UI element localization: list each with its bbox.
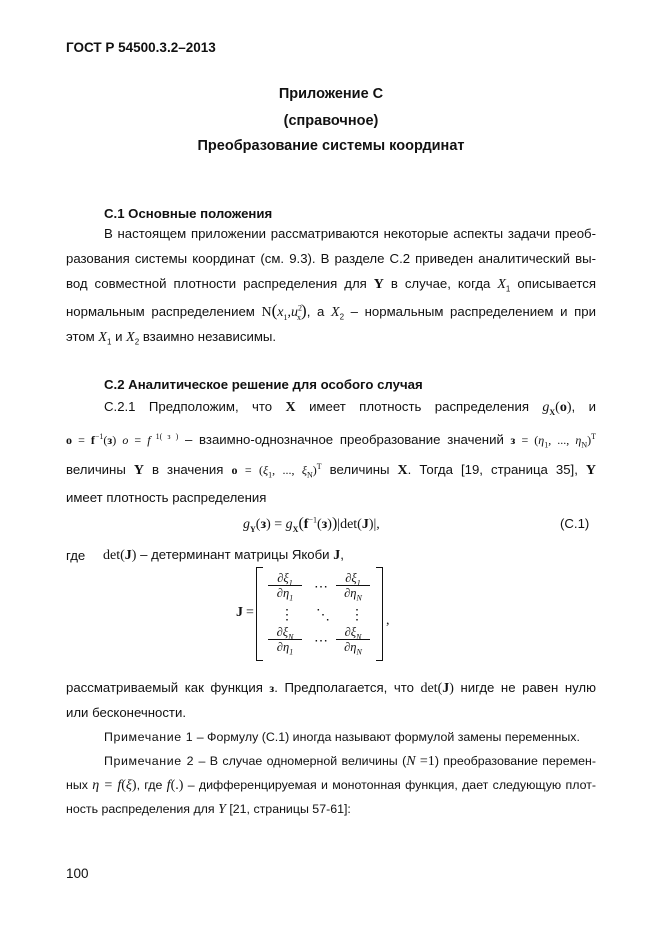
- s2-line-1: С.2.1 Предположим, что X имеет плотность распределения $g_X(o)$, и: [104, 399, 596, 417]
- page-number: 100: [66, 866, 89, 881]
- appendix-kind: (справочное): [283, 113, 379, 129]
- after-matrix-line-1: рассматриваемый как функция з. Предполагается, что det(J) нигде не равен нулю: [66, 680, 596, 696]
- note-1: Примечание 1 – Формулу (С.1) иногда называют формулой замены переменных.: [104, 730, 580, 744]
- where-label: где: [66, 548, 86, 563]
- s2-line-3: величины Y в значения $o = (\xi_1$, ..., $\xi_N)^T$ величины X. Тогда [19, страница 35], Y: [66, 462, 597, 480]
- after-matrix-line-2: или бесконечности.: [66, 705, 187, 720]
- det-description: det(J) – детерминант матрицы Якоби J,: [103, 547, 344, 563]
- s1-line-3: вод совместной плотности распределения для Y в случае, когда $X_1$ описывается: [66, 276, 596, 294]
- s1-line-1: В настоящем приложении рассматриваются некоторые аспекты задачи преоб-: [104, 226, 596, 241]
- s2-line-2: $o = f^{-1}(з) o = f$ $^{1( з )}$ – взаимно-однозначное преобразование значений $з = (\eta_1$, ..., $\eta_N)^T$: [66, 432, 596, 450]
- s1-line-5: этом $X_1$ и $X_2$ взаимно независимы.: [66, 329, 277, 347]
- section-1-heading: С.1 Основные положения: [104, 206, 273, 221]
- note-2-line-1: Примечание 2 – В случае одномерной величины (N =1) преобразование перемен-: [104, 754, 596, 769]
- s1-line-4: нормальным распределением $N(x_1,u^2_x)$, а $X_2$ – нормальным распределением и при: [66, 301, 596, 322]
- note-2-line-2: ных η = f(ξ), где f(.) – дифференцируемая и монотонная функция, дает следующую плот-: [66, 778, 596, 793]
- appendix-name: Преобразование системы координат: [197, 138, 465, 154]
- s1-line-2: разования системы координат (см. 9.3). В разделе С.2 приведен аналитический вы-: [66, 251, 596, 266]
- equation-c1-label: (С.1): [560, 516, 590, 531]
- equation-c1: $g_Y(з) = g_X(f^{-1}(з))|\det(J)|$,: [243, 515, 380, 534]
- jacobian-matrix: J = $\frac{\partial\xi_1}{\partial\eta_1}$ ⋯ $\frac{\partial\xi_1}{\partial\eta_N}$ ⋮ ⋱ ⋮ $\frac{\partial\xi_N}{\partial\eta_1}$ ⋯ $\frac{\partial\xi_N}{\partial\eta_N}$ ,: [236, 567, 406, 663]
- note-2-line-3: ность распределения для Y [21, страницы 57-61]:: [66, 802, 351, 817]
- s2-line-4: имеет плотность распределения: [66, 490, 267, 505]
- appendix-title: Приложение С: [278, 86, 384, 102]
- section-2-heading: С.2 Аналитическое решение для особого случая: [104, 377, 423, 392]
- standard-header: ГОСТ Р 54500.3.2–2013: [66, 40, 216, 55]
